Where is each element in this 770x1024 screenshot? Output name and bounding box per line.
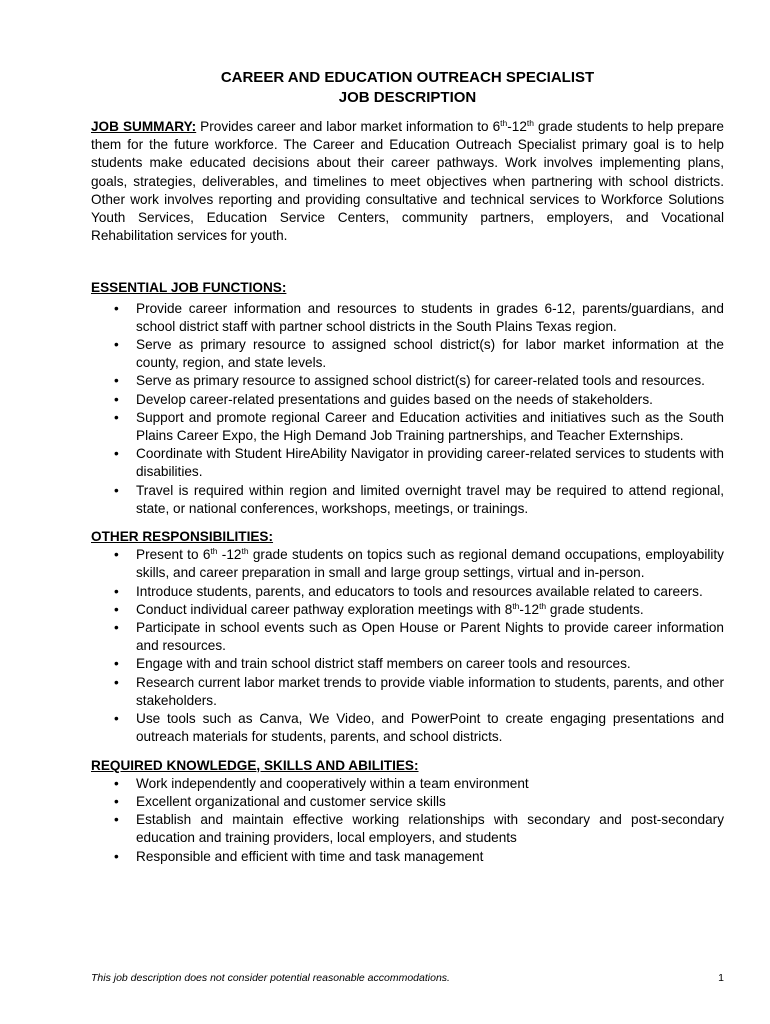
summary-sup-b: th <box>526 118 534 128</box>
list-item: • Develop career-related presentations and guides based on the needs of stakeholders. <box>91 391 724 409</box>
required-ksa-list <box>91 775 724 866</box>
item-text-b: -12 <box>217 547 242 563</box>
summary-text-b: -12 <box>507 119 527 134</box>
page-number: 1 <box>718 972 724 984</box>
list-item: • Use tools such as Canva, We Video, and PowerPoint to create engaging presentations and outreach materials for students, parents, and school districts. <box>91 710 724 746</box>
document-subtitle: JOB DESCRIPTION <box>338 89 477 106</box>
list-item: • Travel is required within region and limited overnight travel may be required to attend regional, state, or national conferences, workshops, meetings, or trainings. <box>91 482 724 518</box>
list-item: • Coordinate with Student HireAbility Navigator in providing career-related services to students with disabilities. <box>91 445 724 481</box>
item-sup-a: th <box>210 546 218 557</box>
item-text-a: Conduct individual career pathway exploration meetings with 8 <box>136 601 513 617</box>
item-sup-b: th <box>241 546 249 557</box>
other-responsibilities-heading: OTHER RESPONSIBILITIES: <box>91 529 274 545</box>
required-ksa-heading: REQUIRED KNOWLEDGE, SKILLS AND ABILITIES: <box>91 757 419 773</box>
other-responsibilities-list <box>91 546 724 746</box>
item-text-c: grade students on topics such as regional demand occupations, employability skills, and career preparation in small and large group settings, virtual and in-person. <box>136 547 724 581</box>
list-item: • Engage with and train school district staff members on career tools and resources. <box>91 655 724 673</box>
list-item: • Research current labor market trends to provide viable information to students, parents, and other stakeholders. <box>91 674 724 710</box>
page-footer <box>91 972 724 984</box>
list-item: • Establish and maintain effective working relationships with secondary and post-secondary education and training providers, local employers, and students <box>91 811 724 847</box>
summary-text-a: Provides career and labor market information to 6 <box>196 119 501 134</box>
item-sup-a: th <box>512 600 520 611</box>
document-title: CAREER AND EDUCATION OUTREACH SPECIALIST <box>220 69 595 86</box>
summary-text-c: grade students to help prepare them for the future workforce. The Career and Education Outreach Specialist primary goal is to help students make educated decisions about their career pathways. Work involves implementing plans, goals, strategies, deliverables, and timelines to meet objectives when partnering with school districts. Other work involves reporting and providing consultative and technical services to Workforce Solutions Youth Services, Education Service Centers, community partners, employers, and Vocational Rehabilitation services for youth. <box>91 119 724 244</box>
list-item: • Responsible and efficient with time and task management <box>91 848 724 866</box>
job-summary-paragraph <box>91 118 724 245</box>
essential-functions-heading: ESSENTIAL JOB FUNCTIONS: <box>91 280 287 296</box>
list-item: • Introduce students, parents, and educators to tools and resources available related to careers. <box>91 583 724 601</box>
list-item: • Support and promote regional Career and Education activities and initiatives such as the South Plains Career Expo, the High Demand Job Training partnerships, and Teacher Externships. <box>91 409 724 445</box>
list-item: • Serve as primary resource to assigned school district(s) for career-related tools and resources. <box>91 372 724 390</box>
list-item <box>91 546 724 582</box>
item-text-c: grade students. <box>546 601 644 617</box>
item-text-b: -12 <box>519 601 540 617</box>
footer-note: This job description does not consider potential reasonable accommodations. <box>91 972 450 984</box>
essential-functions-list <box>91 300 724 518</box>
list-item: • Participate in school events such as Open House or Parent Nights to provide career information and resources. <box>91 619 724 655</box>
list-item: • Serve as primary resource to assigned school district(s) for labor market information at the county, region, and state levels. <box>91 336 724 372</box>
item-text-a: Present to 6 <box>136 547 211 563</box>
list-item: • Work independently and cooperatively within a team environment <box>91 775 724 793</box>
item-sup-b: th <box>539 600 547 611</box>
document-page <box>91 68 724 866</box>
job-summary-heading: JOB SUMMARY: <box>91 119 197 134</box>
list-item: • Excellent organizational and customer service skills <box>91 793 724 811</box>
summary-sup-a: th <box>500 118 508 128</box>
list-item: • Provide career information and resources to students in grades 6-12, parents/guardians, and school district staff with partner school districts in the South Plains Texas region. <box>91 300 724 336</box>
list-item <box>91 601 724 619</box>
